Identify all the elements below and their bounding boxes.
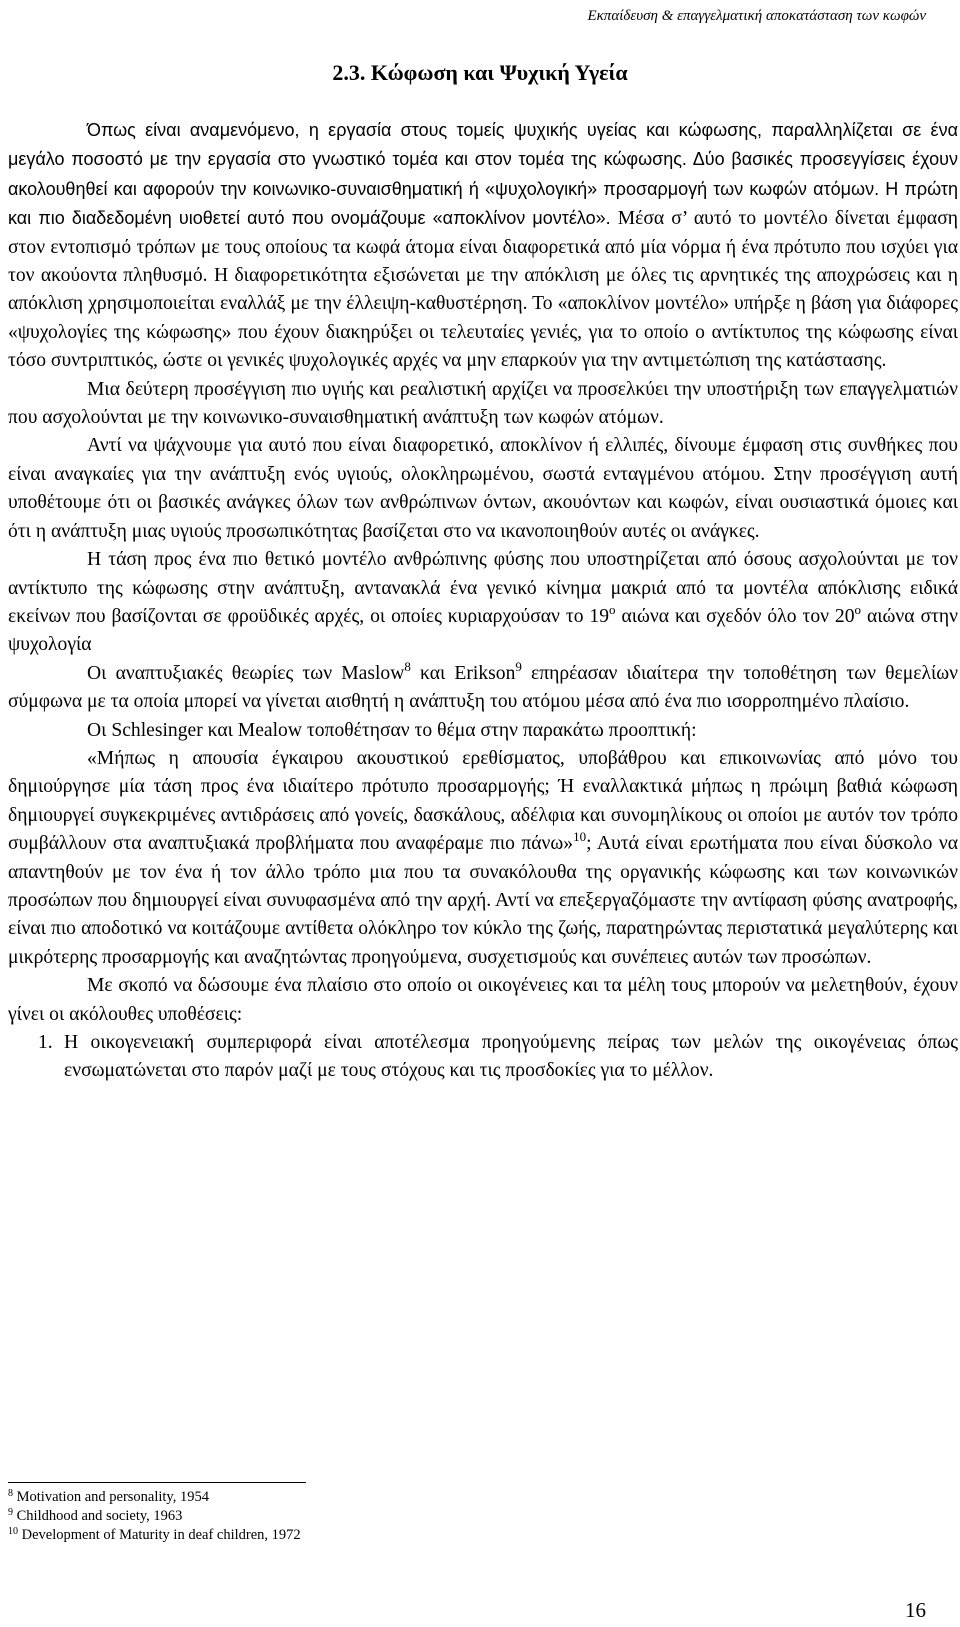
paragraph-5-c: επηρέασαν ιδιαίτερα την τοποθέτηση των θεμελίων σύμφωνα με τα οποία μπορεί να γίνεται αισθητή η ανάπτυξη του ατόμου μέσα από ένα πιο ισορροπημένο πλαίσιο.	[8, 662, 958, 713]
footnote-text: Development of Maturity in deaf children, 1972	[21, 1527, 301, 1543]
footnote-text: Motivation and personality, 1954	[16, 1489, 209, 1505]
quote-text: «Μήπως η απουσία έγκαιρου ακουστικού ερεθίσματος, υποβάθρου και επικοινωνίας από μόνο του δημιούργησε μία τάση προς ένα ιδιαίτερο πρότυπο προσαρμογής; Ή εναλλακτικά μήπως η πρώιμη βαθιά κώφωση δημιουργεί συγκεκριμένες αντιδράσεις από γονείς, δασκάλους, αδέλφια και συνομηλίκους οι οποίοι με αυτόν τον τρόπο συμβάλλουν στα αναπτυξιακά προβλήματα που αναφέραμε πιο πάνω»	[8, 747, 958, 855]
paragraph-7	[8, 745, 958, 972]
paragraph-5-a: Οι αναπτυξιακές θεωρίες των Maslow	[87, 662, 405, 684]
list-item	[8, 1029, 958, 1086]
superscript-o: ο	[609, 601, 616, 617]
superscript-o: ο	[854, 601, 862, 617]
footnote-text: Childhood and society, 1963	[16, 1508, 183, 1524]
running-header: Εκπαίδευση & επαγγελματική αποκατάσταση των κωφών	[587, 8, 926, 24]
footnote-divider	[8, 1482, 306, 1483]
section-title: 2.3. Κώφωση και Ψυχική Υγεία	[332, 60, 628, 85]
footnote-ref-8: 8	[404, 658, 411, 674]
body-text	[8, 116, 958, 1086]
footnote-ref-9: 9	[515, 658, 522, 674]
footnote-number: 8	[8, 1488, 13, 1499]
paragraph-4-b: αιώνα και σχεδόν όλο τον 20	[615, 605, 855, 627]
footnote-9	[8, 1507, 301, 1526]
paragraph-5	[8, 660, 958, 717]
paragraph-3: Αντί να ψάχνουμε για αυτό που είναι διαφορετικό, αποκλίνον ή ελλιπές, δίνουμε έμφαση στις συνθήκες που είναι αναγκαίες για την ανάπτυξη ενός υγιούς, ολοκληρωμένου, σωστά ενταγμένου ατόμου. Στην προσέγγιση αυτή υποθέτουμε ότι οι βασικές ανάγκες όλων των ανθρώπινων όντων, ακουόντων και κωφών, είναι ουσιαστικά όμοιες και ότι η ανάπτυξη μιας υγιούς προσωπικότητας βασίζεται στο να ικανοποιηθούν αυτές οι ανάγκες.	[8, 435, 958, 542]
paragraph-4-c: αιώνα στην ψυχολογία	[8, 605, 958, 656]
list-item-text: Η οικογενειακή συμπεριφορά είναι αποτέλεσμα προηγούμενης πείρας των μελών της οικογένειας όπως ενσωματώνεται στο παρόν μαζί με τους στόχους και τις προσδοκίες για το μέλλον.	[64, 1032, 958, 1082]
paragraph-1-rest: Μέσα σ’ αυτό το μοντέλο δίνεται έμφαση στον εντοπισμό τρόπων με τους οποίους τα κωφά άτομα είναι διαφορετικά από μία νόρμα ή ένα πρότυπο που ισχύει για τον ακούοντα πληθυσμό. Η διαφορετικότητα εξισώνεται με την απόκλιση με όλες τις αρνητικές της αποχρώσεις και η απόκλιση χρησιμοποιείται εναλλάξ με την έλλειψη-καθυστέρηση. Το «αποκλίνον μοντέλο» υπήρξε η βάση για διάφορες «ψυχολογίες της κώφωσης» που έχουν διακηρύξει οι τελευταίες γενιές, για το οποίο ο αντίκτυπος της κώφωσης είναι τόσο συντριπτικός, ώστε οι γενικές ψυχολογικές αρχές να μην επαρκούν για την αντιμετώπιση της κατάστασης.	[8, 208, 958, 372]
paragraph-2: Μια δεύτερη προσέγγιση πιο υγιής και ρεαλιστική αρχίζει να προσελκύει την υποστήριξη των επαγγελματιών που ασχολούνται με την κοινωνικο-συναισθηματική ανάπτυξη των κωφών ατόμων.	[8, 378, 958, 429]
page-number: 16	[905, 1598, 926, 1622]
paragraph-4-a: Η τάση προς ένα πιο θετικό μοντέλο ανθρώπινης φύσης που υποστηρίζεται από όσους ασχολούνται με τον αντίκτυπο της κώφωσης στην ανάπτυξη, αντανακλά ένα γενικό κίνημα μακριά από τα μοντέλα απόκλισης ειδικά εκείνων που βασίζονται σε φροϋδικές αρχές, οι οποίες κυριαρχούσαν το 19	[8, 549, 958, 627]
footnotes	[8, 1488, 301, 1545]
paragraph-6: Οι Schlesinger και Mealow τοποθέτησαν το θέμα στην παρακάτω προοπτική:	[87, 719, 697, 741]
paragraph-7-rest: ; Αυτά είναι ερωτήματα που είναι δύσκολο να απαντηθούν με τον ένα ή τον άλλο τρόπο μια που τα συνακόλουθα της οργανικής κώφωσης και των κοινωνικών προσώπων που δημιουργεί είναι συνυφασμένα από την αρχή. Αντί να επεξεργαζόμαστε την αντίφαση φύσης ανατροφής, είναι πιο αποδοτικό να κοιτάζουμε αντίθετα ολόκληρο τον κύκλο της ζωής, παρατηρώντας περιστατικά μεγαλύτερης και μικρότερης προσαρμογής και αναζητώντας προηγούμενα, συσχετισμούς και συνέπειες αυτών των προσώπων.	[8, 833, 958, 968]
footnote-number: 9	[8, 1507, 13, 1518]
footnote-number: 10	[8, 1526, 18, 1537]
paragraph-1	[8, 116, 958, 376]
paragraph-5-b: και Erikson	[410, 662, 516, 684]
paragraph-1-sans: Όπως είναι αναμενόμενο, η εργασία στους τομείς ψυχικής υγείας και κώφωσης, παραλληλίζεται σε ένα μεγάλο ποσοστό με την εργασία στο γνωστικό τομέα και στον τομέα της κώφωσης. Δύο βασικές προσεγγίσεις έχουν ακολουθηθεί και αφορούν την κοινωνικο-συναισθηματική ή «ψυχολογική» προσαρμογή των κωφών ατόμων. Η πρώτη και πιο διαδεδομένη υιοθετεί αυτό που ονομάζουμε «αποκλίνον μοντέλο».	[8, 120, 958, 229]
paragraph-4	[8, 546, 958, 660]
footnote-8	[8, 1488, 301, 1507]
list-item-number: 1.	[38, 1032, 53, 1053]
footnote-ref-10: 10	[573, 829, 587, 845]
footnote-10	[8, 1526, 301, 1545]
paragraph-8: Με σκοπό να δώσουμε ένα πλαίσιο στο οποίο οι οικογένειες και τα μέλη τους μπορούν να μελετηθούν, έχουν γίνει οι ακόλουθες υποθέσεις:	[8, 975, 958, 1025]
